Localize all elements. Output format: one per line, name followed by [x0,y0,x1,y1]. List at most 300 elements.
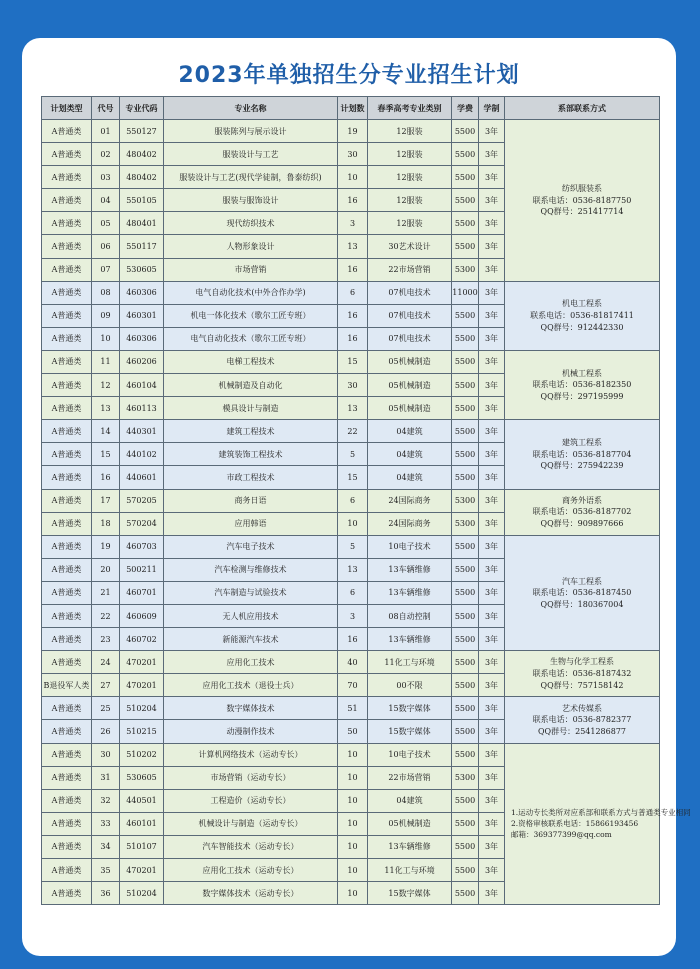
tuition-cell: 5500 [452,835,479,858]
department-name: 艺术传媒系 [562,703,602,713]
code-cell: 10 [92,327,120,350]
major-code-cell: 470201 [120,859,164,882]
code-cell: 31 [92,766,120,789]
department-contact-cell [505,350,660,419]
category-cell: 12服装 [368,120,452,143]
major-name-cell: 数字媒体技术（运动专长） [164,882,338,905]
major-code-cell: 510204 [120,882,164,905]
major-name-cell: 汽车电子技术 [164,535,338,558]
table-row [42,120,660,143]
department-contact-cell [505,697,660,743]
plan-count-cell: 10 [338,166,368,189]
plan-type-cell: A普通类 [42,558,92,581]
duration-cell: 3年 [479,189,505,212]
major-code-cell: 500211 [120,558,164,581]
plan-type-cell: A普通类 [42,812,92,835]
table-row [42,350,660,373]
major-name-cell: 人物形象设计 [164,235,338,258]
department-qq: QQ群号：251417714 [540,207,624,217]
duration-cell: 3年 [479,604,505,627]
duration-cell: 3年 [479,397,505,420]
duration-cell: 3年 [479,304,505,327]
duration-cell: 3年 [479,720,505,743]
major-name-cell: 机械制造及自动化 [164,374,338,397]
tuition-cell: 5500 [452,812,479,835]
category-cell: 05机械制造 [368,374,452,397]
code-cell: 14 [92,420,120,443]
department-name: 机械工程系 [562,368,602,378]
category-cell: 12服装 [368,143,452,166]
tuition-cell: 5500 [452,535,479,558]
major-name-cell: 新能源汽车技术 [164,628,338,651]
major-name-cell: 汽车检测与维修技术 [164,558,338,581]
department-contact-cell [505,535,660,650]
tuition-cell: 5500 [452,397,479,420]
duration-cell: 3年 [479,143,505,166]
department-name: 机电工程系 [562,299,602,309]
duration-cell: 3年 [479,697,505,720]
category-cell: 10电子技术 [368,535,452,558]
duration-cell: 3年 [479,281,505,304]
note-line: 2.资格审核联系电话：15866193456 [511,819,639,829]
code-cell: 06 [92,235,120,258]
header-cell: 专业名称 [164,97,338,120]
tuition-cell: 5500 [452,420,479,443]
plan-type-cell: A普通类 [42,512,92,535]
plan-count-cell: 10 [338,766,368,789]
table-header-row [42,97,660,120]
duration-cell: 3年 [479,558,505,581]
plan-count-cell: 13 [338,397,368,420]
plan-type-cell: A普通类 [42,235,92,258]
code-cell: 09 [92,304,120,327]
header-cell: 学费 [452,97,479,120]
major-code-cell: 440102 [120,443,164,466]
category-cell: 00不限 [368,674,452,697]
notes-cell [505,743,691,905]
department-phone: 联系电话：0536-8187702 [532,507,632,517]
category-cell: 13车辆维修 [368,628,452,651]
tuition-cell: 5500 [452,789,479,812]
duration-cell: 3年 [479,420,505,443]
major-code-cell: 470201 [120,674,164,697]
duration-cell: 3年 [479,374,505,397]
plan-type-cell: A普通类 [42,859,92,882]
department-phone: 联系电话：0536-8187704 [532,449,632,459]
major-name-cell: 建筑装饰工程技术 [164,443,338,466]
plan-type-cell: A普通类 [42,189,92,212]
enrollment-plan-table [41,96,691,905]
duration-cell: 3年 [479,882,505,905]
plan-count-cell: 10 [338,835,368,858]
major-name-cell: 服装与服饰设计 [164,189,338,212]
plan-count-cell: 16 [338,258,368,281]
plan-type-cell: A普通类 [42,212,92,235]
major-code-cell: 470201 [120,651,164,674]
major-name-cell: 电气自动化技术（歌尔工匠专班） [164,327,338,350]
major-name-cell: 汽车制造与试验技术 [164,581,338,604]
department-name: 汽车工程系 [562,576,602,586]
code-cell: 34 [92,835,120,858]
department-name: 商务外语系 [562,495,602,505]
tuition-cell: 5500 [452,674,479,697]
major-code-cell: 480401 [120,212,164,235]
major-code-cell: 530605 [120,258,164,281]
major-name-cell: 服装设计与工艺(现代学徒制，鲁泰纺织) [164,166,338,189]
plan-type-cell: A普通类 [42,697,92,720]
duration-cell: 3年 [479,166,505,189]
category-cell: 12服装 [368,189,452,212]
duration-cell: 3年 [479,628,505,651]
plan-count-cell: 50 [338,720,368,743]
plan-type-cell: A普通类 [42,466,92,489]
department-name: 建筑工程系 [562,437,602,447]
major-name-cell: 服装设计与工艺 [164,143,338,166]
department-contact-cell [505,489,660,535]
plan-type-cell: A普通类 [42,374,92,397]
code-cell: 32 [92,789,120,812]
major-name-cell: 市场营销（运动专长） [164,766,338,789]
tuition-cell: 5500 [452,166,479,189]
department-qq: QQ群号：275942239 [540,461,624,471]
plan-type-cell: A普通类 [42,166,92,189]
plan-type-cell: A普通类 [42,720,92,743]
category-cell: 13车辆维修 [368,581,452,604]
department-phone: 联系电话：0536-8187432 [532,668,632,678]
category-cell: 04建筑 [368,443,452,466]
plan-count-cell: 13 [338,235,368,258]
tuition-cell: 5500 [452,697,479,720]
tuition-cell: 5300 [452,766,479,789]
plan-type-cell: A普通类 [42,327,92,350]
major-code-cell: 460701 [120,581,164,604]
major-code-cell: 460609 [120,604,164,627]
duration-cell: 3年 [479,489,505,512]
code-cell: 36 [92,882,120,905]
major-code-cell: 460206 [120,350,164,373]
code-cell: 22 [92,604,120,627]
table-row [42,697,660,720]
category-cell: 24国际商务 [368,489,452,512]
code-cell: 24 [92,651,120,674]
major-code-cell: 460113 [120,397,164,420]
department-contact-cell [505,120,660,282]
tuition-cell: 5500 [452,350,479,373]
plan-type-cell: A普通类 [42,420,92,443]
major-name-cell: 计算机网络技术（运动专长） [164,743,338,766]
code-cell: 27 [92,674,120,697]
code-cell: 25 [92,697,120,720]
tuition-cell: 5500 [452,189,479,212]
major-name-cell: 数字媒体技术 [164,697,338,720]
duration-cell: 3年 [479,789,505,812]
duration-cell: 3年 [479,812,505,835]
code-cell: 18 [92,512,120,535]
major-name-cell: 商务日语 [164,489,338,512]
category-cell: 30艺术设计 [368,235,452,258]
tuition-cell: 5500 [452,882,479,905]
major-name-cell: 无人机应用技术 [164,604,338,627]
major-code-cell: 510215 [120,720,164,743]
category-cell: 11化工与环境 [368,651,452,674]
major-name-cell: 市场营销 [164,258,338,281]
department-phone: 联系电话：0536-81817411 [530,311,634,320]
tuition-cell: 5500 [452,212,479,235]
plan-count-cell: 5 [338,535,368,558]
major-code-cell: 460301 [120,304,164,327]
category-cell: 04建筑 [368,466,452,489]
major-code-cell: 550117 [120,235,164,258]
major-code-cell: 460101 [120,812,164,835]
code-cell: 33 [92,812,120,835]
code-cell: 11 [92,350,120,373]
plan-type-cell: A普通类 [42,350,92,373]
code-cell: 35 [92,859,120,882]
plan-count-cell: 15 [338,350,368,373]
plan-count-cell: 6 [338,581,368,604]
duration-cell: 3年 [479,535,505,558]
code-cell: 19 [92,535,120,558]
plan-type-cell: A普通类 [42,120,92,143]
tuition-cell: 5500 [452,120,479,143]
category-cell: 12服装 [368,166,452,189]
major-code-cell: 440301 [120,420,164,443]
note-line: 邮箱：369377399@qq.com [511,830,612,840]
plan-count-cell: 3 [338,604,368,627]
major-code-cell: 460306 [120,327,164,350]
category-cell: 04建筑 [368,789,452,812]
major-name-cell: 模具设计与制造 [164,397,338,420]
category-cell: 15数字媒体 [368,882,452,905]
plan-count-cell: 70 [338,674,368,697]
major-code-cell: 460702 [120,628,164,651]
plan-count-cell: 10 [338,859,368,882]
tuition-cell: 5500 [452,443,479,466]
duration-cell: 3年 [479,443,505,466]
plan-type-cell: A普通类 [42,581,92,604]
major-code-cell: 530605 [120,766,164,789]
plan-count-cell: 40 [338,651,368,674]
major-code-cell: 510202 [120,743,164,766]
tuition-cell: 5500 [452,466,479,489]
header-cell: 代号 [92,97,120,120]
plan-count-cell: 15 [338,466,368,489]
category-cell: 22市场营销 [368,766,452,789]
plan-type-cell: A普通类 [42,882,92,905]
duration-cell: 3年 [479,766,505,789]
tuition-cell: 5300 [452,512,479,535]
major-code-cell: 570205 [120,489,164,512]
plan-type-cell: A普通类 [42,143,92,166]
department-qq: QQ群号：909897666 [540,518,624,528]
plan-type-cell: A普通类 [42,604,92,627]
category-cell: 13车辆维修 [368,835,452,858]
duration-cell: 3年 [479,235,505,258]
major-name-cell: 应用韩语 [164,512,338,535]
major-name-cell: 机械设计与制造（运动专长） [164,812,338,835]
department-phone: 联系电话：0536-8187750 [532,195,632,205]
tuition-cell: 5500 [452,235,479,258]
category-cell: 12服装 [368,212,452,235]
tuition-cell: 5500 [452,604,479,627]
plan-count-cell: 16 [338,327,368,350]
department-contact-cell [505,281,660,350]
plan-card [22,38,691,956]
table-row [42,489,660,512]
major-code-cell: 550105 [120,189,164,212]
major-code-cell: 440501 [120,789,164,812]
department-contact-cell [505,651,660,697]
category-cell: 22市场营销 [368,258,452,281]
plan-count-cell: 51 [338,697,368,720]
code-cell: 01 [92,120,120,143]
category-cell: 08自动控制 [368,604,452,627]
department-name: 纺织服装系 [562,183,602,193]
code-cell: 16 [92,466,120,489]
category-cell: 15数字媒体 [368,697,452,720]
code-cell: 07 [92,258,120,281]
table-row [42,743,660,766]
tuition-cell: 5500 [452,143,479,166]
plan-count-cell: 16 [338,189,368,212]
plan-type-cell: A普通类 [42,443,92,466]
plan-count-cell: 10 [338,882,368,905]
category-cell: 05机械制造 [368,397,452,420]
major-code-cell: 510204 [120,697,164,720]
duration-cell: 3年 [479,258,505,281]
plan-type-cell: A普通类 [42,281,92,304]
category-cell: 11化工与环境 [368,859,452,882]
tuition-cell: 5500 [452,859,479,882]
plan-type-cell: A普通类 [42,258,92,281]
plan-count-cell: 6 [338,281,368,304]
major-code-cell: 460703 [120,535,164,558]
department-name: 生物与化学工程系 [550,657,614,667]
code-cell: 17 [92,489,120,512]
duration-cell: 3年 [479,212,505,235]
department-qq: QQ群号：757158142 [540,680,624,690]
category-cell: 10电子技术 [368,743,452,766]
major-name-cell: 机电一体化技术（歌尔工匠专班） [164,304,338,327]
plan-count-cell: 10 [338,812,368,835]
plan-count-cell: 10 [338,743,368,766]
code-cell: 03 [92,166,120,189]
major-name-cell: 应用化工技术 [164,651,338,674]
major-code-cell: 440601 [120,466,164,489]
duration-cell: 3年 [479,581,505,604]
category-cell: 07机电技术 [368,327,452,350]
tuition-cell: 5500 [452,304,479,327]
department-contact-cell [505,420,660,489]
department-phone: 联系电话：0536-8782377 [532,715,632,725]
plan-type-cell: A普通类 [42,489,92,512]
plan-count-cell: 13 [338,558,368,581]
tuition-cell: 11000 [452,281,479,304]
duration-cell: 3年 [479,350,505,373]
code-cell: 21 [92,581,120,604]
tuition-cell: 5500 [452,558,479,581]
code-cell: 23 [92,628,120,651]
page-title: 2023年单独招生分专业招生计划 [178,63,520,88]
code-cell: 20 [92,558,120,581]
tuition-cell: 5300 [452,489,479,512]
plan-count-cell: 19 [338,120,368,143]
tuition-cell: 5500 [452,628,479,651]
plan-count-cell: 22 [338,420,368,443]
code-cell: 15 [92,443,120,466]
tuition-cell: 5500 [452,327,479,350]
header-cell: 系部联系方式 [505,97,660,120]
major-code-cell: 510107 [120,835,164,858]
code-cell: 04 [92,189,120,212]
category-cell: 15数字媒体 [368,720,452,743]
major-name-cell: 电气自动化技术(中外合作办学) [164,281,338,304]
duration-cell: 3年 [479,512,505,535]
code-cell: 30 [92,743,120,766]
major-code-cell: 570204 [120,512,164,535]
plan-count-cell: 10 [338,512,368,535]
category-cell: 05机械制造 [368,812,452,835]
code-cell: 08 [92,281,120,304]
table-row [42,420,660,443]
code-cell: 12 [92,374,120,397]
note-line: 1.运动专长类所对应系部和联系方式与普通类专业相同 [511,807,691,817]
plan-count-cell: 16 [338,304,368,327]
duration-cell: 3年 [479,466,505,489]
duration-cell: 3年 [479,674,505,697]
plan-type-cell: A普通类 [42,766,92,789]
header-cell: 春季高考专业类别 [368,97,452,120]
header-cell: 学制 [479,97,505,120]
plan-count-cell: 10 [338,789,368,812]
duration-cell: 3年 [479,743,505,766]
category-cell: 07机电技术 [368,304,452,327]
department-qq: QQ群号：180367004 [540,599,624,609]
tuition-cell: 5300 [452,258,479,281]
major-code-cell: 460306 [120,281,164,304]
header-cell: 专业代码 [120,97,164,120]
plan-count-cell: 16 [338,628,368,651]
table-row [42,281,660,304]
department-phone: 联系电话：0536-8182350 [532,380,632,390]
plan-count-cell: 3 [338,212,368,235]
duration-cell: 3年 [479,651,505,674]
code-cell: 02 [92,143,120,166]
plan-type-cell: A普通类 [42,535,92,558]
plan-count-cell: 6 [338,489,368,512]
major-name-cell: 动漫制作技术 [164,720,338,743]
major-code-cell: 480402 [120,166,164,189]
department-qq: QQ群号：912442330 [540,322,624,332]
plan-count-cell: 30 [338,143,368,166]
category-cell: 05机械制造 [368,350,452,373]
table-row [42,535,660,558]
tuition-cell: 5500 [452,374,479,397]
plan-count-cell: 30 [338,374,368,397]
major-code-cell: 550127 [120,120,164,143]
header-cell: 计划数 [338,97,368,120]
plan-type-cell: A普通类 [42,835,92,858]
category-cell: 13车辆维修 [368,558,452,581]
plan-type-cell: B退役军人类 [42,674,92,697]
duration-cell: 3年 [479,835,505,858]
major-name-cell: 应用化工技术（退役士兵） [164,674,338,697]
tuition-cell: 5500 [452,720,479,743]
code-cell: 13 [92,397,120,420]
department-phone: 联系电话：0536-8187450 [532,588,632,598]
major-name-cell: 市政工程技术 [164,466,338,489]
department-qq: QQ群号：297195999 [540,391,624,401]
